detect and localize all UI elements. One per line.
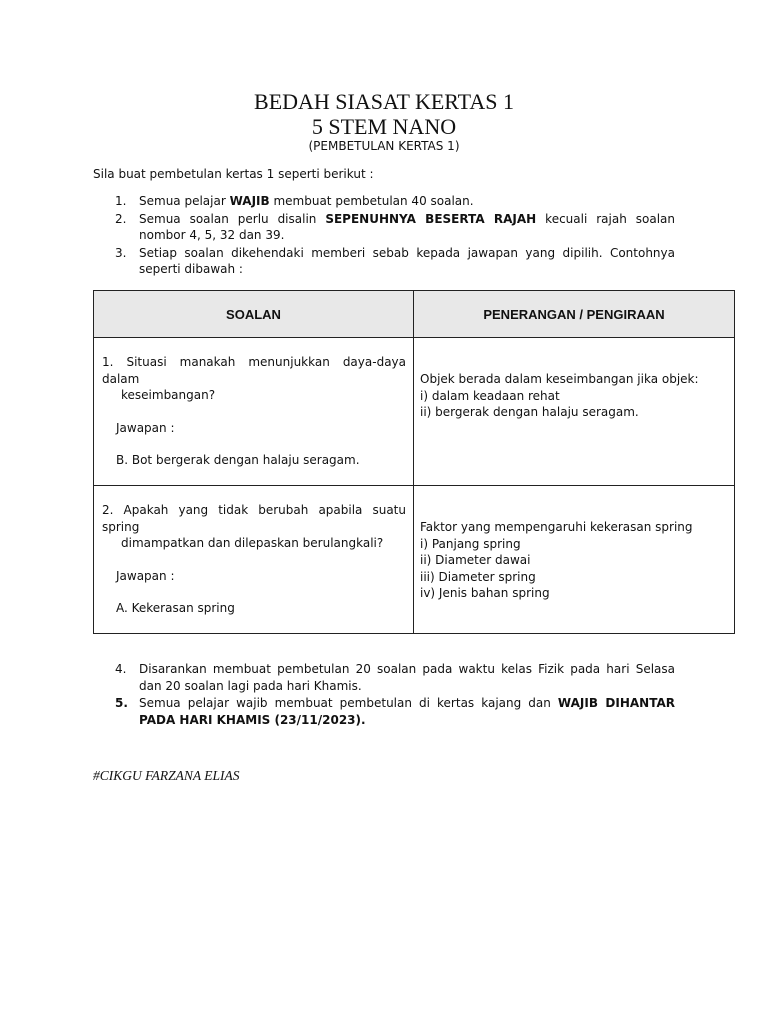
instruction-item [93,661,675,694]
instruction-emphasis: WAJIB DIHANTAR PADA HARI KHAMIS (23/11/2023). [139,696,675,727]
explanation-line: Faktor yang mempengaruhi kekerasan spring [420,520,693,534]
instruction-item [93,193,675,210]
explanation-line: ii) bergerak dengan halaju seragam. [420,405,639,419]
question-text: 1. Situasi manakah menunjukkan daya-daya dalam [102,355,406,386]
answer-label: Jawapan : [116,420,175,435]
instruction-number: 2. [115,211,127,226]
explanation-cell [414,338,735,486]
instruction-item [93,695,675,728]
explanation-line: Objek berada dalam keseimbangan jika objek: [420,372,699,386]
table-header-row [94,291,735,338]
question-cell [94,338,414,486]
column-header-penerangan: PENERANGAN / PENGIRAAN [414,291,735,338]
question-text: 2. Apakah yang tidak berubah apabila suatu spring [102,503,406,534]
instruction-text: Semua pelajar [139,194,230,208]
question-cell [94,486,414,634]
explanation-line: i) Panjang spring [420,536,521,551]
intro-text: Sila buat pembetulan kertas 1 seperti berikut : [93,167,374,181]
instruction-number: 4. [115,662,127,676]
instruction-text: Disarankan membuat pembetulan 20 soalan pada waktu kelas Fizik pada hari Selasa dan 20 soalan lagi pada hari Khamis. [139,662,675,693]
instruction-number: 1. [115,194,127,208]
explanation-cell [414,486,735,634]
answer-text: A. Kekerasan spring [116,601,235,615]
instruction-list-1 [93,193,675,279]
class-name-title: 5 STEM NANO [311,114,457,139]
instruction-text-end: kecuali rajah soalan nombor 4, 5, 32 dan 39. [139,211,675,242]
document-title: BEDAH SIASAT KERTAS 1 [254,89,514,114]
instruction-emphasis: WAJIB [229,194,270,208]
question-text-continued: dimampatkan dan dilepaskan berulangkali? [121,536,384,550]
teacher-signature: #CIKGU FARZANA ELIAS [93,768,240,783]
instruction-text-end: membuat pembetulan 40 soalan. [269,194,474,208]
instruction-text: Setiap soalan dikehendaki memberi sebab kepada jawapan yang dipilih. Contohnya seperti dibawah : [139,245,675,276]
table-row [94,338,735,486]
instruction-text: Semua soalan perlu disalin [139,211,326,226]
column-header-soalan: SOALAN [94,291,414,338]
instruction-item [93,245,675,278]
explanation-line: i) dalam keadaan rehat [420,388,560,403]
instruction-text: Semua pelajar wajib membuat pembetulan di kertas kajang dan [139,696,558,710]
instruction-list-2 [93,661,675,729]
answer-label: Jawapan : [116,568,175,583]
explanation-line: ii) Diameter dawai [420,553,531,567]
document-subtitle: (PEMBETULAN KERTAS 1) [308,139,460,153]
instruction-number: 5. [115,696,128,710]
instruction-emphasis: SEPENUHNYA BESERTA RAJAH [325,211,537,226]
answer-text: B. Bot bergerak dengan halaju seragam. [116,453,360,467]
explanation-line: iv) Jenis bahan spring [420,586,550,600]
instruction-item [93,211,675,244]
question-text-continued: keseimbangan? [121,388,216,402]
instruction-number: 3. [115,245,127,260]
explanation-line: iii) Diameter spring [420,569,536,584]
table-row [94,486,735,634]
example-table [93,290,735,634]
